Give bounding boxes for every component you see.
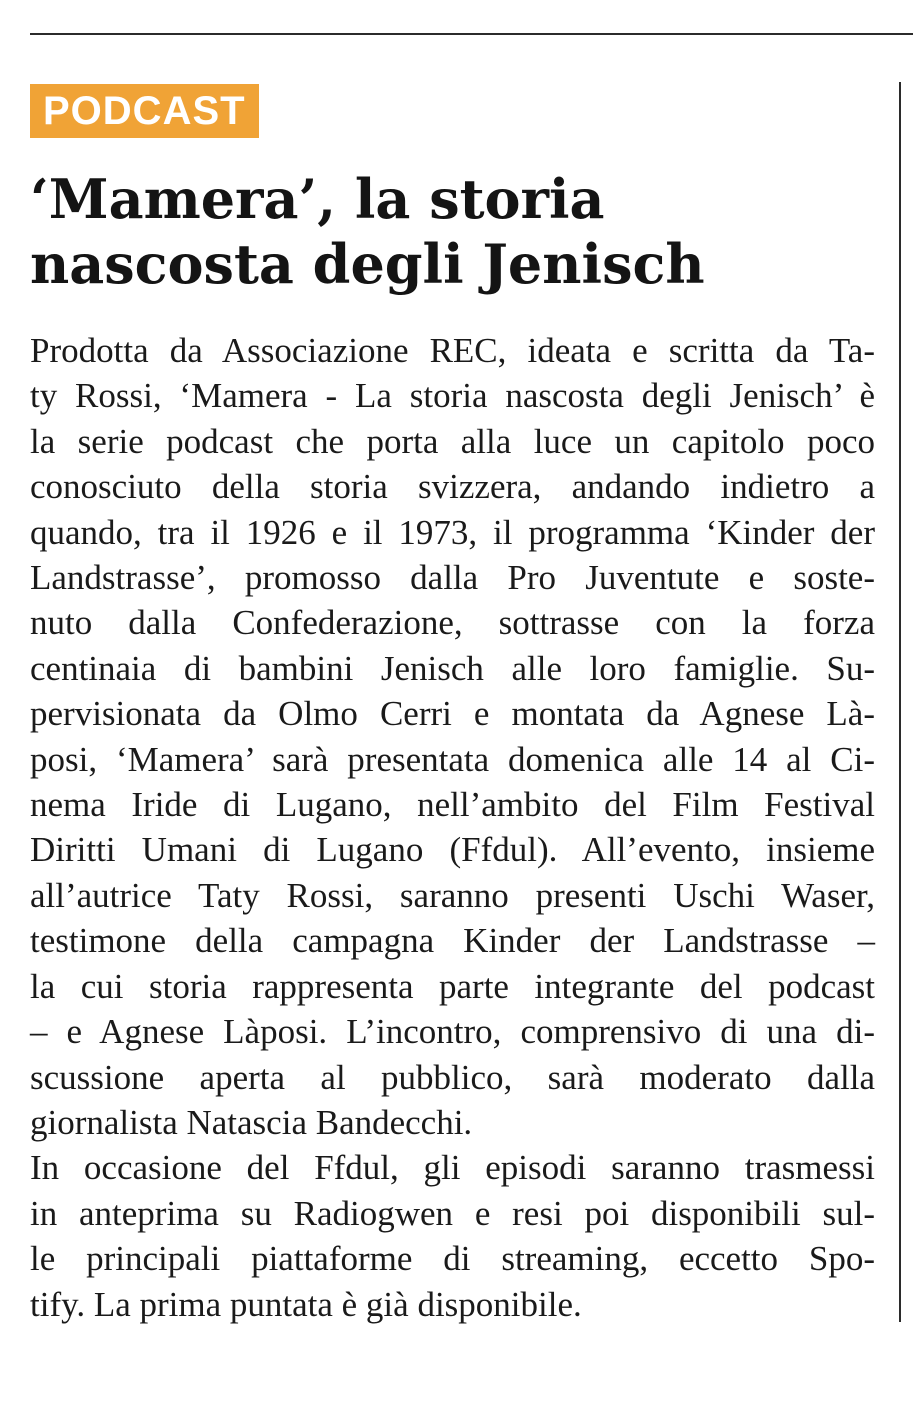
headline-line: ‘Mamera’, la storia [30,167,605,231]
top-rule [30,33,913,35]
body-line: – e Agnese Làposi. L’incontro, comprensivo di una di- [30,1012,875,1052]
body-line: scussione aperta al pubblico, sarà moderato dalla [30,1057,875,1097]
body-line: le principali piattaforme di streaming, eccetto Spo- [30,1239,875,1279]
body-line: la serie podcast che porta alla luce un capitolo poco [30,421,875,461]
body-line: ty Rossi, ‘Mamera - La storia nascosta degli Jenisch’ è [30,376,875,416]
body-line: conosciuto della storia svizzera, andando indietro a [30,467,875,507]
body-line: all’autrice Taty Rossi, saranno presenti Uschi Waser, [30,875,875,915]
body-line: la cui storia rappresenta parte integrante del podcast [30,966,875,1006]
body-line: centinaia di bambini Jenisch alle loro famiglie. Su- [30,648,875,688]
headline [30,167,890,297]
section-tag: PODCAST [30,84,259,138]
headline-line: nascosta degli Jenisch [30,232,705,296]
body-line: pervisionata da Olmo Cerri e montata da Agnese Là- [30,694,875,734]
body-line: in anteprima su Radiogwen e resi poi disponibili sul- [30,1193,875,1233]
body-line: quando, tra il 1926 e il 1973, il programma ‘Kinder der [30,512,875,552]
body-line: In occasione del Ffdul, gli episodi saranno trasmessi [30,1148,875,1188]
body-line: nema Iride di Lugano, nell’ambito del Film Festival [30,785,875,825]
body-line: nuto dalla Confederazione, sottrasse con la forza [30,603,875,643]
body-line: giornalista Natascia Bandecchi. [30,1102,473,1142]
body-line: tify. La prima puntata è già disponibile. [30,1284,582,1324]
body-line: testimone della campagna Kinder der Landstrasse – [30,921,875,961]
body-line: Landstrasse’, promosso dalla Pro Juventute e soste- [30,558,875,598]
body-line: Diritti Umani di Lugano (Ffdul). All’evento, insieme [30,830,875,870]
column-divider [899,82,901,1322]
body-line: Prodotta da Associazione REC, ideata e scritta da Ta- [30,331,875,370]
article-body [30,328,875,1327]
body-line: posi, ‘Mamera’ sarà presentata domenica alle 14 al Ci- [30,739,875,779]
